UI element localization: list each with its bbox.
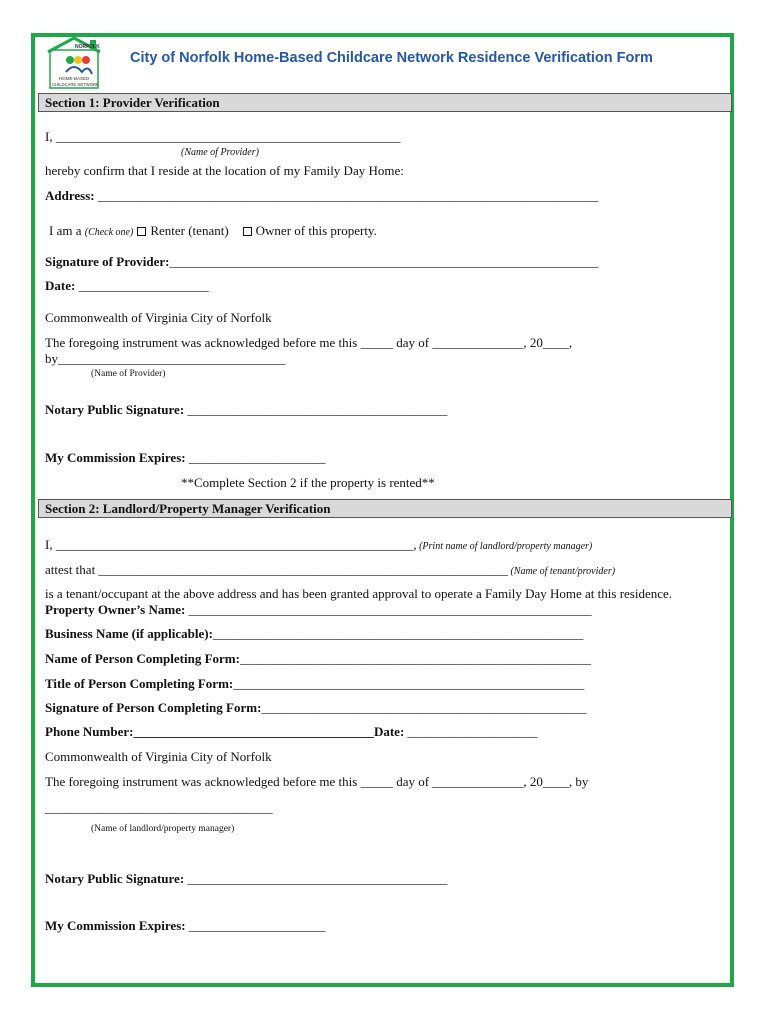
tenant-hint: (Name of tenant/provider) bbox=[507, 566, 616, 577]
tenant-name-field[interactable]: attest that _______________________________________________________________ bbox=[45, 562, 508, 577]
sig-field[interactable]: __________________________________________________ bbox=[261, 700, 587, 715]
check-one-hint: (Check one) bbox=[84, 227, 134, 238]
phone-date-field[interactable]: ____________________ bbox=[404, 724, 538, 739]
landlord-name-field[interactable]: I, _______________________________________________________, bbox=[45, 537, 417, 552]
address-field[interactable]: _____________________________________________________________________________ bbox=[94, 188, 599, 203]
foregoing-text-2: The foregoing instrument was acknowledged before me this _____ day of ______________, 20____, by bbox=[45, 774, 589, 789]
owner-name-label: Property Owner’s Name: bbox=[45, 602, 186, 617]
logo-text-top: NORFOLK bbox=[75, 44, 100, 50]
owner-label: Owner of this property. bbox=[255, 223, 377, 238]
print-name-hint: (Print name of landlord/property manager) bbox=[416, 541, 593, 552]
notary-label-2: Notary Public Signature: bbox=[45, 871, 185, 886]
person-row bbox=[45, 651, 591, 666]
landlord-name-row bbox=[45, 537, 592, 554]
tenure-row bbox=[49, 223, 377, 240]
commission-field[interactable]: _____________________ bbox=[185, 450, 326, 465]
notary-field-2[interactable]: ________________________________________ bbox=[184, 871, 448, 886]
commonwealth-text: Commonwealth of Virginia City of Norfolk bbox=[45, 310, 272, 325]
owner-checkbox[interactable] bbox=[243, 227, 252, 236]
date-label: Date: bbox=[45, 278, 76, 293]
phone-row bbox=[45, 724, 538, 739]
sig-row bbox=[45, 700, 586, 715]
norfolk-logo bbox=[44, 36, 112, 92]
commission-field-2[interactable]: _____________________ bbox=[185, 918, 326, 933]
landlord-by-field[interactable]: ___________________________________ bbox=[45, 800, 273, 815]
date-row bbox=[45, 278, 209, 293]
person-title-label: Title of Person Completing Form: bbox=[45, 676, 234, 691]
business-label: Business Name (if applicable): bbox=[45, 626, 213, 641]
business-row bbox=[45, 626, 583, 641]
renter-label: Renter (tenant) bbox=[150, 223, 229, 238]
attest-row bbox=[45, 562, 615, 579]
notary-row-2 bbox=[45, 871, 447, 886]
name-of-provider-hint: (Name of Provider) bbox=[181, 147, 259, 158]
name-of-provider-hint-2: (Name of Provider) bbox=[91, 369, 166, 379]
commission-row bbox=[45, 450, 325, 465]
address-row bbox=[45, 188, 598, 203]
by-line[interactable]: by___________________________________ bbox=[45, 351, 286, 366]
notary-label: Notary Public Signature: bbox=[45, 402, 185, 417]
landlord-hint: (Name of landlord/property manager) bbox=[91, 824, 235, 834]
tenant-text: is a tenant/occupant at the above address and has been granted approval to operate a Family Day Home at this residence. bbox=[45, 586, 673, 601]
owner-name-field[interactable]: ______________________________________________________________ bbox=[185, 602, 592, 617]
address-label: Address: bbox=[45, 188, 95, 203]
person-label: Name of Person Completing Form: bbox=[45, 651, 240, 666]
commission-label-2: My Commission Expires: bbox=[45, 918, 186, 933]
foregoing-text: The foregoing instrument was acknowledged before me this _____ day of ______________, 20____, bbox=[45, 335, 573, 350]
renter-checkbox[interactable] bbox=[137, 227, 146, 236]
signature-label: Signature of Provider: bbox=[45, 254, 170, 269]
phone-date-label: Date: bbox=[373, 724, 405, 739]
date-field[interactable]: ____________________ bbox=[75, 278, 209, 293]
form-title: City of Norfolk Home-Based Childcare Network Residence Verification Form bbox=[130, 50, 653, 66]
person-field[interactable]: ______________________________________________________ bbox=[239, 651, 591, 666]
person-title-field[interactable]: ______________________________________________________ bbox=[233, 676, 585, 691]
owner-name-row bbox=[45, 602, 592, 617]
phone-field[interactable]: _____________________________________ bbox=[133, 724, 374, 739]
section2-note: **Complete Section 2 if the property is rented** bbox=[181, 475, 435, 490]
business-field[interactable]: _________________________________________________________ bbox=[212, 626, 584, 641]
iam-prefix: I am a bbox=[49, 223, 85, 238]
signature-field[interactable]: __________________________________________________________________ bbox=[169, 254, 599, 269]
phone-label: Phone Number: bbox=[45, 724, 134, 739]
section2-heading: Section 2: Landlord/Property Manager Verification bbox=[38, 499, 732, 518]
provider-name-line[interactable]: I, _____________________________________________________ bbox=[45, 129, 401, 144]
logo-text-bottom: CHILDCARE NETWORK bbox=[52, 82, 99, 87]
confirm-text: hereby confirm that I reside at the location of my Family Day Home: bbox=[45, 163, 404, 178]
logo-text-mid: HOME-BASED bbox=[59, 76, 90, 81]
title-row bbox=[45, 676, 584, 691]
commission-row-2 bbox=[45, 918, 325, 933]
section1-heading: Section 1: Provider Verification bbox=[38, 93, 732, 112]
sig-label: Signature of Person Completing Form: bbox=[45, 700, 262, 715]
notary-row bbox=[45, 402, 447, 417]
signature-row bbox=[45, 254, 598, 269]
notary-field[interactable]: ________________________________________ bbox=[184, 402, 448, 417]
commonwealth-text-2: Commonwealth of Virginia City of Norfolk bbox=[45, 749, 272, 764]
commission-label: My Commission Expires: bbox=[45, 450, 186, 465]
